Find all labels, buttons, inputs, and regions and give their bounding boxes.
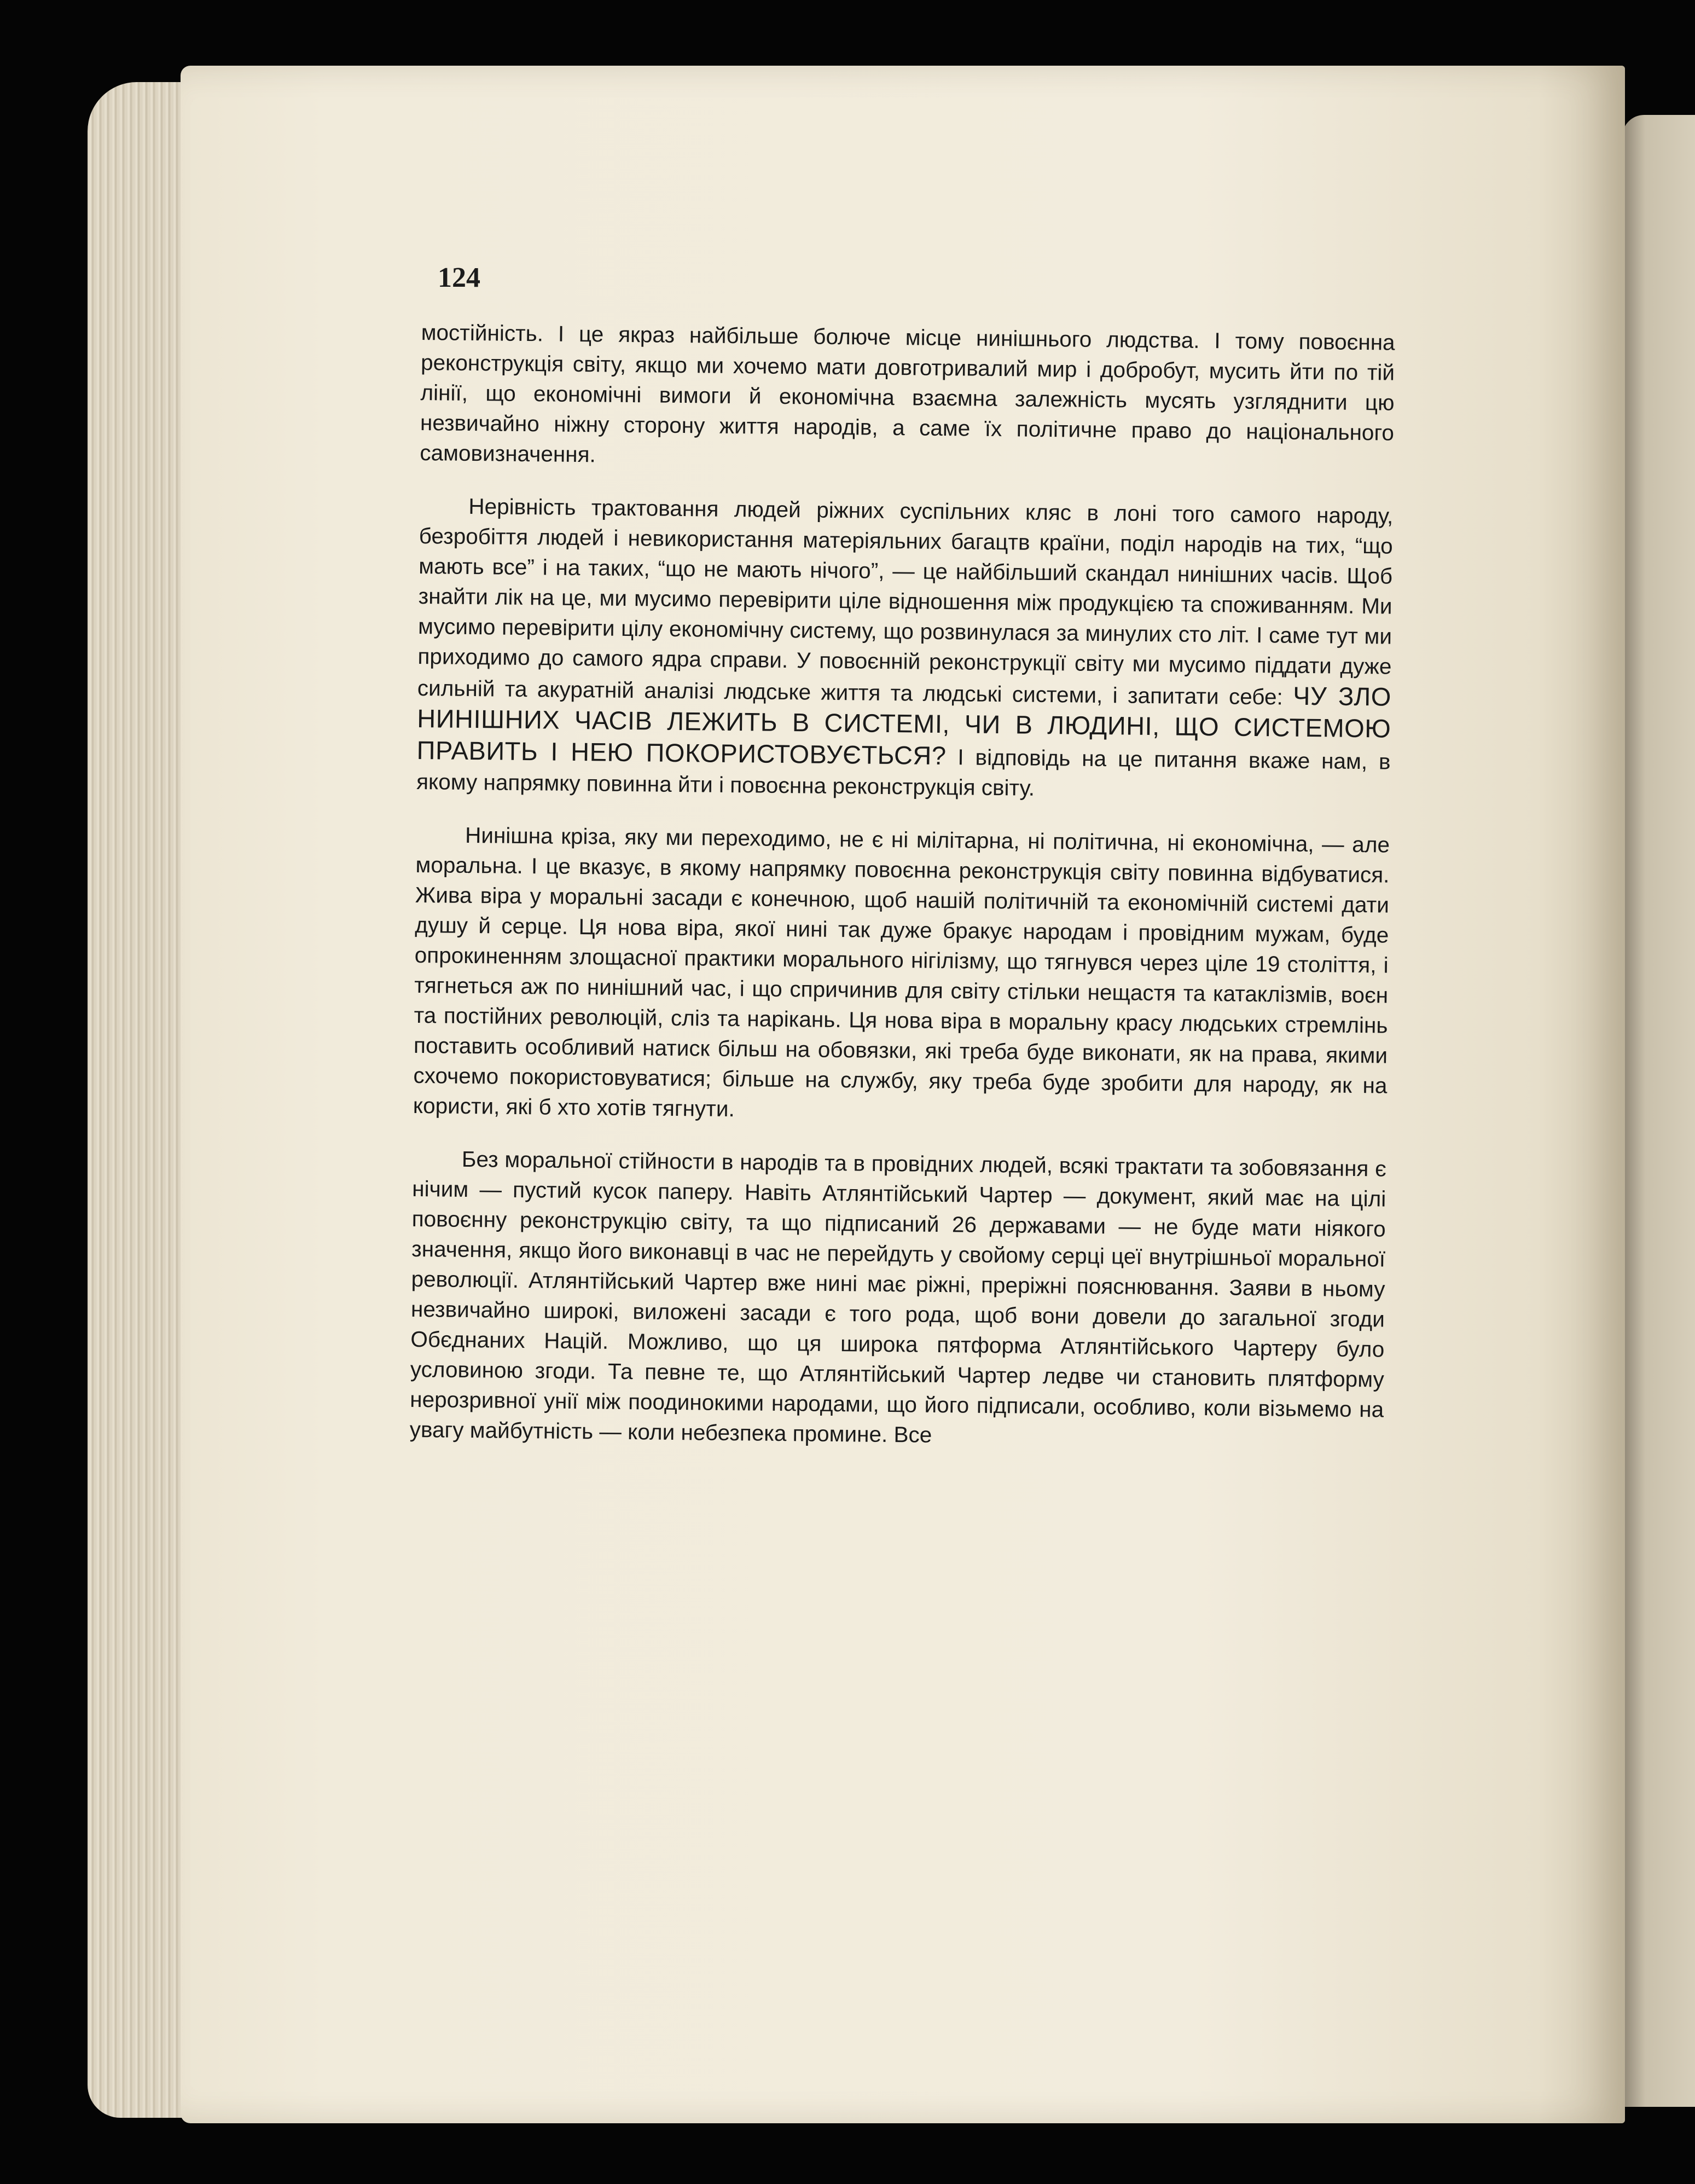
paragraph-2 — [416, 491, 1394, 807]
paragraph-2-text-after: І відповідь на це питання вкаже нам, в якому напрямку повинна йти і повоєнна реконструкція світу. — [416, 744, 1391, 801]
paragraph-4: Без моральної стійности в народів та в провідних людей, всякі трактати та зобовязання є нічим — пустий кусок паперу. Навіть Атлянтійський Чартер — документ, який має на цілі повоєнну реконструкцію світу, та що підписаний 26 державами — не буде мати ніякого значення, якщо його виконавці в час не перейдуть у свойому серці цеї внутрішньої моральної революції. Атлянтійський Чартер вже нині має ріжні, преріжні пояснювання. Заяви в ньому незвичайно широкі, виложені засади є того рода, щоб вони довели до загальної згоди Обєднаних Націй. Можливо, що ця широка пятформа Атлянтійського Чартеру було условиною згоди. Та певне те, що Атлянтійський Чартер ледве чи становить плятформу нерозривної унії між поодинокими народами, що його підписали, особливо, коли візьмемо на увагу майбутність — коли небезпека промине. Все — [409, 1146, 1387, 1447]
paragraph-2-text-before: Нерівність трактовання людей ріжних суспільних кляс в лоні того самого народу, безробіття людей і невикористання матеріяльних багацтв країни, поділ народів на тих, “що мають все” і на таких, “що не мають нічого”, — це найбільший скандал нинішних часів. Щоб знайти лік на це, ми мусимо перевірити ціле відношення між продукцією та споживанням. Ми мусимо перевірити цілу економічну систему, що розвинулася за минулих сто літ. І саме тут ми приходимо до самого ядра справи. У повоєнній реконструкції світу ми мусимо піддати дуже сильній та акуратній аналізі людське життя та людські системи, і запитати себе: — [417, 493, 1394, 710]
paragraph-1: мостійність. І це якраз найбільше болюче місце нинішнього людства. І тому повоєнна реконструкція світу, якщо ми хочемо мати довготривалий мир і добробут, мусить йти по тій лінії, що економічні вимоги й економічна взаємна залежність мусять узгляднити цю незвичайно ніжну сторону життя народів, а саме їх політичне право до національного самовизначення. — [420, 319, 1395, 467]
paragraph-3: Нинішна кріза, яку ми переходимо, не є ні мілітарна, ні політична, ні економічна, — але моральна. І це вказує, в якому напрямку повоєнна реконструкція світу повинна відбуватися. Жива віра у моральні засади є конечною, щоб нашій політичній та економічній системі дати душу й серце. Ця нова віра, якої нині так дуже бракує народам і провідним мужам, буде опрокиненням злощасної практики морального нігілізму, що тягнувся через ціле 19 століття, і тягнеться аж по нинішний час, і що спричинив для світу стільки нещастя та катаклізмів, воєн та постійних революцій, сліз та нарікань. Ця нова віра в моральну красу людських стремлінь поставить особливий натиск більш на обовязки, які треба буде виконати, як на права, якими схочемо покористовуватися; більше на службу, яку треба буде зробити для народу, як на користи, які б хто хотів тягнути. — [413, 822, 1390, 1122]
facing-page-edge — [1622, 115, 1695, 2107]
page-body — [409, 317, 1395, 1478]
page-number: 124 — [438, 262, 480, 293]
paragraph-2-emphasis: ЧУ ЗЛО НИНІШНИХ ЧАСІВ ЛЕЖИТЬ В СИСТЕМІ, ЧИ В ЛЮДИНІ, ЩО СИСТЕМОЮ ПРАВИТЬ І НЕЮ ПОКОРИСТОВУЄТЬСЯ? — [416, 681, 1392, 771]
